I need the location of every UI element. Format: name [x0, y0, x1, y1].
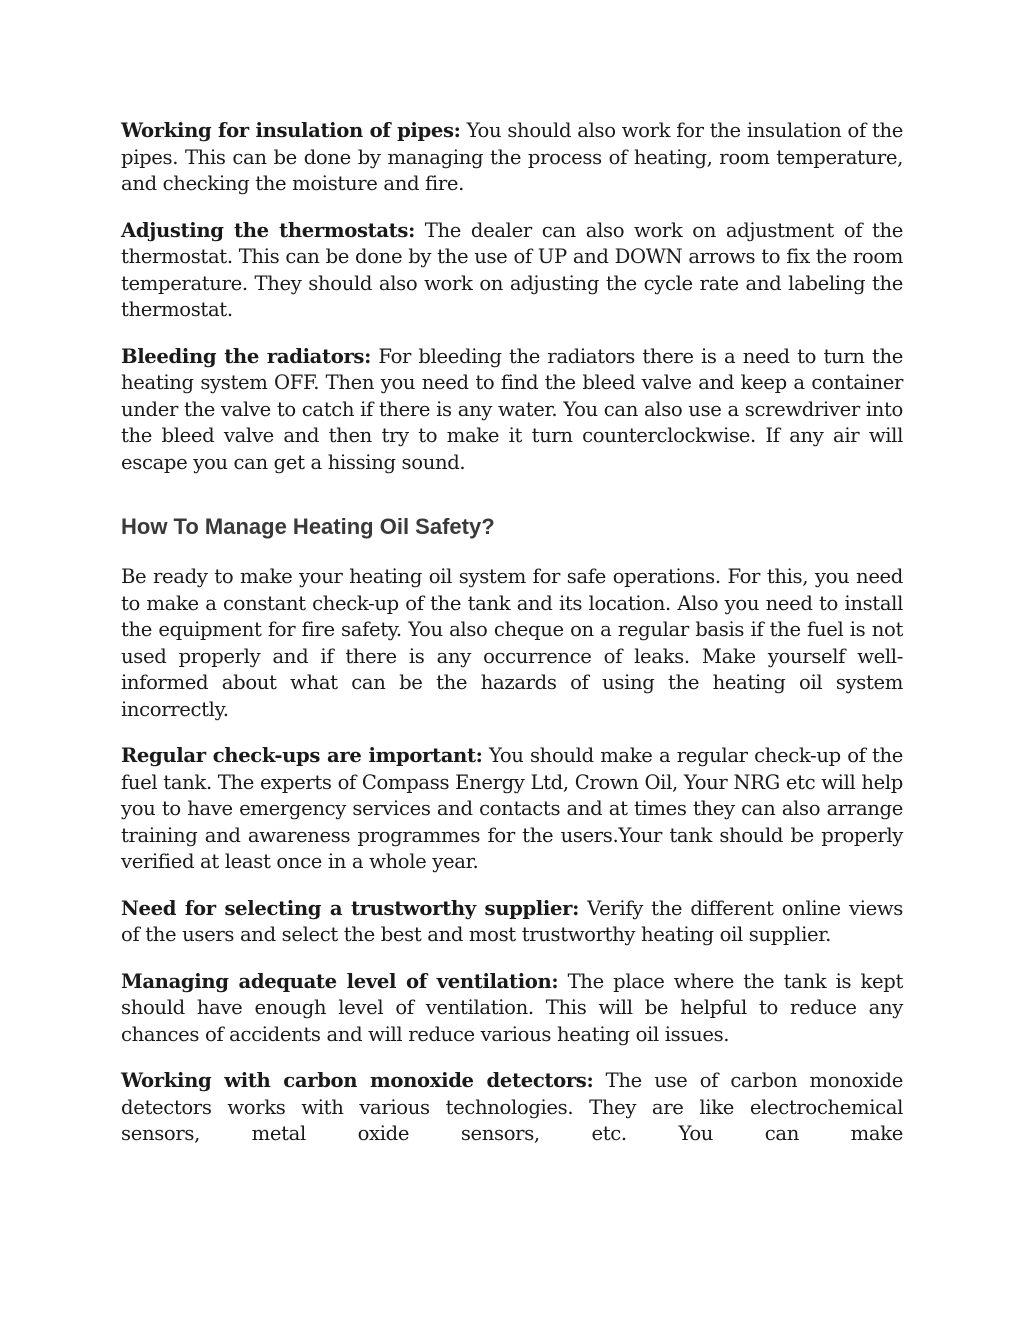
paragraph-adjusting-thermostats [121, 218, 903, 324]
paragraph-lead: Regular check-ups are important: [121, 744, 483, 767]
paragraph-body: You should also work for the insulation of the pipes. This can be done by managing the process of heating, room temperature, and checking the moisture and fire. [121, 119, 904, 195]
paragraph-body: For bleeding the radiators there is a need to turn the heating system OFF. Then you need to find the bleed valve and keep a container under the valve to catch if there is any water. You can also use a screwdriver into the bleed valve and then try to make it turn counterclockwise. If any air will escape you can get a hissing sound. [121, 344, 903, 474]
paragraph-body: The dealer can also work on adjustment of the thermostat. This can be done by the use of UP and DOWN arrows to fix the room temperature. They should also work on adjusting the cycle rate and labeling the thermostat. [121, 218, 903, 321]
document-page [121, 118, 903, 1168]
paragraph-lead: Working with carbon monoxide detectors: [121, 1069, 594, 1092]
paragraph-lead: Managing adequate level of ventilation: [121, 969, 559, 993]
paragraph-lead: Working for insulation of pipes: [121, 119, 461, 142]
section-heading: How To Manage Heating Oil Safety? [121, 514, 495, 539]
paragraph-carbon-monoxide-detectors [121, 1068, 903, 1148]
paragraph-insulation-of-pipes [121, 118, 903, 198]
paragraph-body: You should make a regular check-up of the fuel tank. The experts of Compass Energy Ltd, Crown Oil, Your NRG etc will help you to have emergency services and contacts and at times they can also arrange training and awareness programmes for the users.Your tank should be properly verified at least once in a whole year. [121, 744, 903, 873]
paragraph-ventilation [121, 969, 903, 1049]
paragraph-trustworthy-supplier [121, 896, 903, 949]
paragraph-regular-check-ups [121, 743, 903, 876]
paragraph-lead: Bleeding the radiators: [121, 344, 371, 368]
paragraph-intro: Be ready to make your heating oil system for safe operations. For this, you need to make a constant check-up of the tank and its location. Also you need to install the equipment for fire safety. You also cheque on a regular basis if the fuel is not used properly and if there is any occurrence of leaks. Make yourself well-informed about what can be the hazards of using the heating oil system incorrectly. [121, 565, 903, 721]
paragraph-lead: Need for selecting a trustworthy supplier: [121, 896, 579, 920]
paragraph-lead: Adjusting the thermostats: [121, 218, 415, 242]
paragraph-body: The place where the tank is kept should have enough level of ventilation. This will be helpful to reduce any chances of accidents and will reduce various heating oil issues. [121, 969, 903, 1046]
paragraph-body: Verify the different online views of the users and select the best and most trustworthy heating oil supplier. [121, 896, 903, 946]
paragraph-body: The use of carbon monoxide detectors works with various technologies. They are like electrochemical sensors, metal oxide sensors, etc. You can make [121, 1069, 903, 1145]
paragraph-bleeding-radiators [121, 344, 903, 477]
